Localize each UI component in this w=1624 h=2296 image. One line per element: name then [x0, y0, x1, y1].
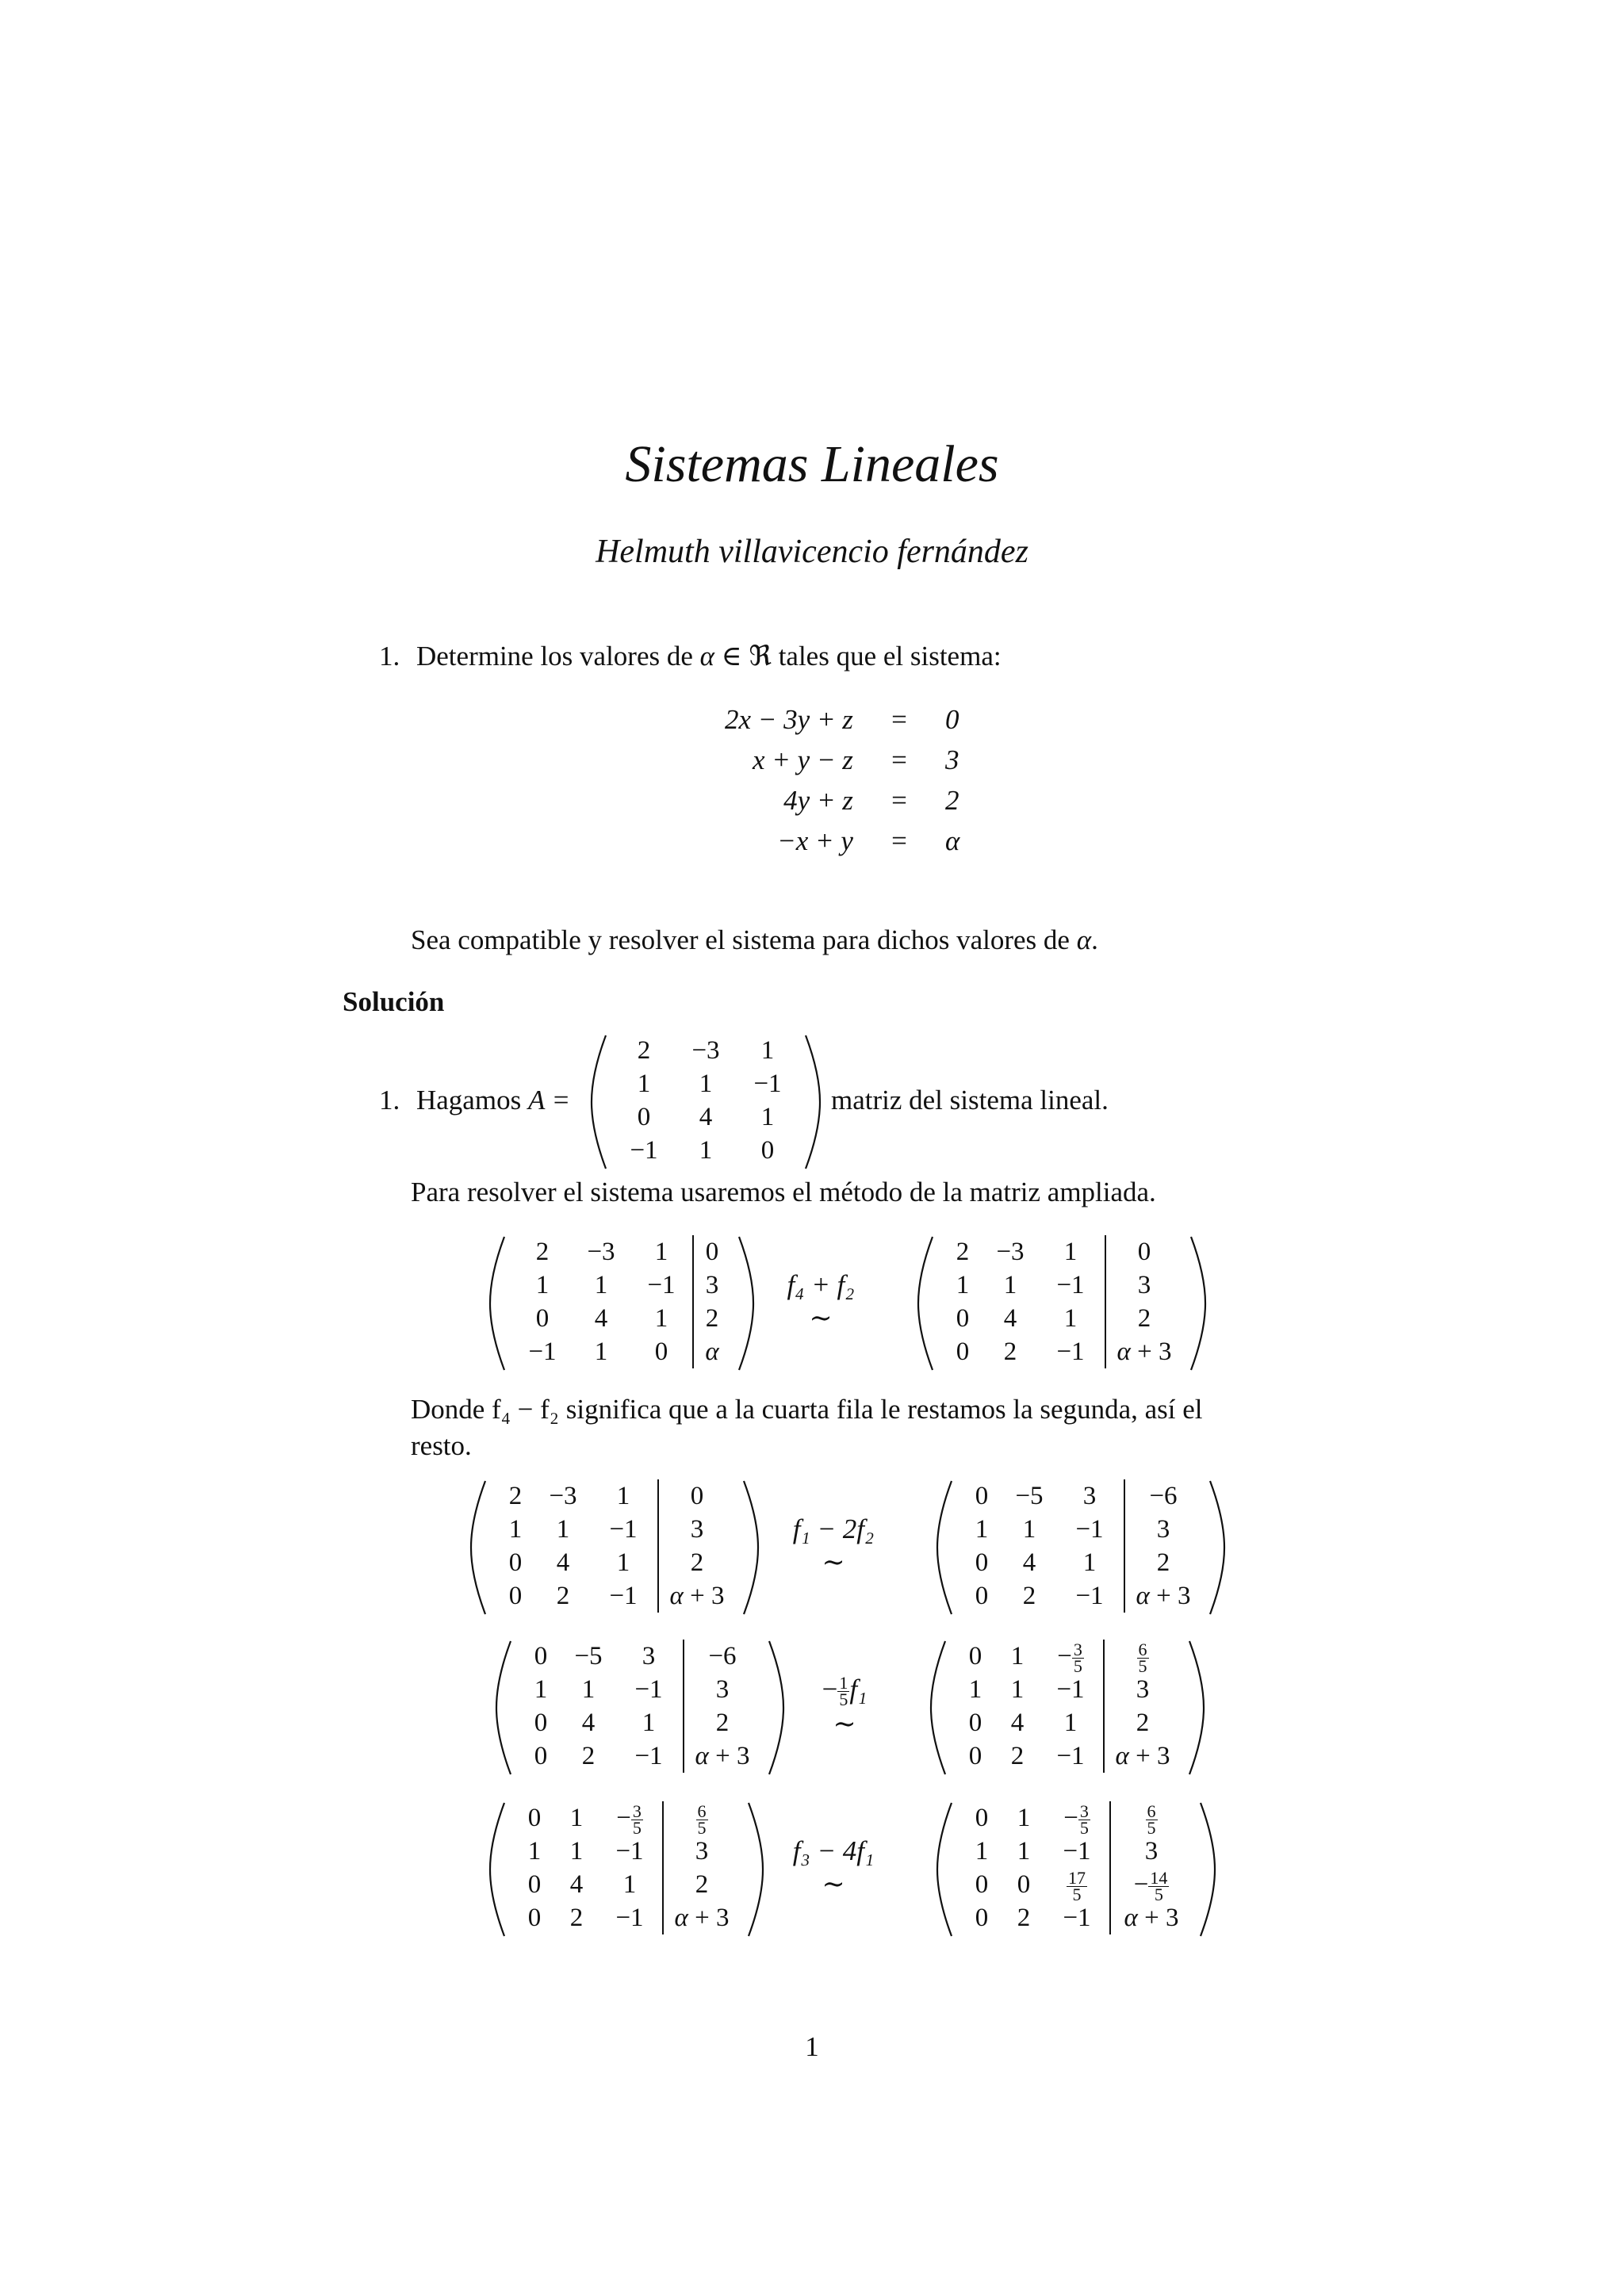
- step1-op-label: f₄ + f₂: [787, 1269, 855, 1300]
- matrix-cell: −3: [549, 1482, 577, 1510]
- right-paren: [734, 1235, 756, 1372]
- matrix-cell: −1: [1056, 1742, 1085, 1770]
- equation-row: [714, 740, 971, 780]
- matrix-cell: −1: [647, 1271, 676, 1299]
- matrix-cell: 3: [1082, 1482, 1097, 1510]
- matrix-cell: 0: [527, 1804, 542, 1832]
- matrix-cell: 1: [1010, 1675, 1025, 1704]
- matrix-cell: 2: [690, 1548, 704, 1577]
- matrix-cell: 0: [975, 1804, 989, 1832]
- right-paren: [1205, 1479, 1228, 1616]
- alpha-symbol: α: [699, 641, 715, 672]
- left-paren: [468, 1479, 490, 1616]
- matrix-cell: 1: [594, 1271, 608, 1299]
- document-author: Helmuth villavicencio fernández: [596, 534, 1028, 570]
- augment-separator: [657, 1546, 659, 1579]
- matrix-cell: 1: [699, 1070, 713, 1098]
- matrix-cell: 1: [654, 1304, 668, 1333]
- hagamos-text: Hagamos: [416, 1085, 528, 1115]
- matrix-cell: 1: [1003, 1271, 1017, 1299]
- problem-statement: [379, 641, 1002, 672]
- augment-separator: [657, 1479, 659, 1513]
- matrix-cell: 2: [956, 1238, 970, 1266]
- matrix-cell: 4: [556, 1548, 570, 1577]
- equation-equals: =: [891, 784, 907, 816]
- step3-op-minus: −: [822, 1674, 838, 1705]
- matrix-cell: 2: [1136, 1709, 1150, 1737]
- matrix-cell: $\frac{6}{5}$: [1147, 1800, 1156, 1838]
- step2-right-matrix: [934, 1479, 1228, 1616]
- matrix-cell: − $\frac{3}{5}$: [1057, 1639, 1082, 1676]
- equation-equals: =: [891, 825, 907, 856]
- solution-item: [379, 1085, 570, 1116]
- matrix-grid: [937, 1235, 1186, 1372]
- matrix-cell: 1: [556, 1515, 570, 1544]
- matrix-cell: 4: [1022, 1548, 1036, 1577]
- equation-rhs: 3: [944, 744, 959, 775]
- matrix-cell: 4: [699, 1103, 713, 1131]
- matrix-cell: −1: [634, 1742, 663, 1770]
- step3-op-fraction: [837, 1675, 849, 1708]
- step1-operation: [761, 1269, 880, 1335]
- matrix-cell: 4: [1010, 1709, 1025, 1737]
- matrix-cell: 1: [594, 1337, 608, 1366]
- matrix-cell: 1: [968, 1675, 982, 1704]
- step4-tilde: ∼: [822, 1869, 845, 1900]
- step3-op-frac-num: 1: [839, 1673, 848, 1693]
- closing-period: .: [1091, 924, 1098, 955]
- augment-separator: [1109, 1801, 1111, 1835]
- matrix-cell: 1: [535, 1271, 550, 1299]
- matrix-cell: −1: [1075, 1515, 1104, 1544]
- augment-separator: [692, 1335, 694, 1368]
- matrix-cell: 1: [975, 1515, 989, 1544]
- matrix-cell: 0: [534, 1642, 548, 1670]
- matrix-cell: 4: [581, 1709, 596, 1737]
- matrix-cell: −1: [1063, 1904, 1091, 1932]
- matrix-cell: −1: [1075, 1582, 1104, 1610]
- page-number: 1: [805, 2031, 819, 2062]
- matrix-cell: − $\frac{3}{5}$: [616, 1800, 642, 1838]
- matrix-cell: α + 3: [695, 1742, 750, 1770]
- matrix-cell: 1: [508, 1515, 523, 1544]
- matrix-cell: 1: [616, 1548, 630, 1577]
- step1-left-matrix: [487, 1235, 756, 1372]
- step2-tilde: ∼: [822, 1547, 845, 1578]
- left-paren: [934, 1801, 956, 1938]
- augment-separator: [1105, 1235, 1106, 1269]
- matrix-cell: 2: [535, 1238, 550, 1266]
- matrix-cell: 3: [642, 1642, 656, 1670]
- matrix-cell: 0: [760, 1136, 775, 1165]
- matrix-cell: 3: [1137, 1271, 1151, 1299]
- matrix-cell: 0: [654, 1337, 668, 1366]
- matrix-cell: 1: [1082, 1548, 1097, 1577]
- matrix-cell: 1: [1063, 1304, 1078, 1333]
- matrix-cell: 2: [1137, 1304, 1151, 1333]
- left-paren: [487, 1235, 509, 1372]
- augment-separator: [1124, 1546, 1125, 1579]
- matrix-cell: 3: [715, 1675, 730, 1704]
- matrix-cell: −6: [708, 1642, 737, 1670]
- equation-equals: =: [891, 703, 907, 735]
- left-paren: [928, 1640, 950, 1776]
- matrix-cell: 0: [975, 1482, 989, 1510]
- matrix-grid: [490, 1479, 739, 1616]
- augment-separator: [692, 1269, 694, 1302]
- matrix-cell: 0: [527, 1904, 542, 1932]
- matrix-cell: −3: [587, 1238, 615, 1266]
- method-text: Para resolver el sistema usaremos el método de la matriz ampliada.: [411, 1177, 1156, 1207]
- matrix-cell: 0: [690, 1482, 704, 1510]
- step3-right-matrix: [928, 1640, 1207, 1776]
- matrix-cell: 1: [1063, 1709, 1078, 1737]
- matrix-cell: −1: [753, 1070, 782, 1098]
- matrix-cell: 0: [968, 1709, 982, 1737]
- matrix-cell: 3: [705, 1271, 719, 1299]
- matrix-cell: 1: [637, 1070, 651, 1098]
- matrix-cell: 1: [1063, 1238, 1078, 1266]
- matrix-cell: 2: [581, 1742, 596, 1770]
- step1-right-matrix: [915, 1235, 1208, 1372]
- right-paren: [1186, 1235, 1208, 1372]
- matrix-cell: 0: [534, 1742, 548, 1770]
- matrix-cell: −1: [615, 1904, 644, 1932]
- equation-lhs: 4y + z: [783, 784, 853, 816]
- matrix-cell: 1: [1022, 1515, 1036, 1544]
- matrix-cell: 0: [1017, 1870, 1031, 1899]
- matrix-grid: [956, 1479, 1205, 1616]
- closing-text: Sea compatible y resolver el sistema para dichos valores de: [411, 924, 1077, 955]
- matrix-cell: 2: [556, 1582, 570, 1610]
- matrix-cell: −5: [574, 1642, 603, 1670]
- matrix-cell: 1: [1010, 1642, 1025, 1670]
- equation-rhs: α: [944, 825, 960, 856]
- solution-heading: Solución: [343, 986, 445, 1017]
- matrix-grid: [509, 1801, 744, 1938]
- matrix-cell: 0: [705, 1238, 719, 1266]
- augment-separator: [1124, 1513, 1125, 1546]
- matrix-cell: − $\frac{3}{5}$: [1063, 1800, 1089, 1838]
- right-paren: [739, 1479, 761, 1616]
- matrix-cell: 1: [956, 1271, 970, 1299]
- matrix-cell: 4: [1003, 1304, 1017, 1333]
- matrix-cell: −1: [1056, 1337, 1085, 1366]
- problem-text-before: Determine los valores de: [416, 641, 700, 672]
- step3-operation: [798, 1673, 891, 1741]
- matrix-cell: 2: [715, 1709, 730, 1737]
- step4-right-matrix: [934, 1801, 1218, 1938]
- augment-separator: [662, 1901, 664, 1934]
- matrix-cell: 1: [581, 1675, 596, 1704]
- matrix-cell: −1: [1056, 1271, 1085, 1299]
- solution-item-number: 1.: [379, 1085, 400, 1115]
- matrix-cell: −1: [615, 1837, 644, 1866]
- matrix-cell: α + 3: [669, 1582, 725, 1610]
- matrix-cell: 0: [535, 1304, 550, 1333]
- matrix-grid: [956, 1801, 1196, 1938]
- matrix-cell: −1: [1063, 1837, 1091, 1866]
- left-paren: [588, 1034, 611, 1170]
- matrix-cell: 0: [975, 1904, 989, 1932]
- matrix-grid: [611, 1034, 801, 1170]
- matrix-cell: −3: [996, 1238, 1025, 1266]
- matrix-cell: α + 3: [1124, 1904, 1179, 1932]
- donde-line-1: Donde f₄ − f₂ significa que a la cuarta fila le restamos la segunda, así el: [411, 1394, 1203, 1425]
- matrix-cell: 1: [534, 1675, 548, 1704]
- matrix-cell: 2: [705, 1304, 719, 1333]
- matrix-cell: −6: [1149, 1482, 1178, 1510]
- step3-op-frac-den: 5: [839, 1689, 848, 1710]
- matrix-cell: 2: [569, 1904, 584, 1932]
- matrix-cell: 3: [695, 1837, 709, 1866]
- matrix-cell: α + 3: [674, 1904, 730, 1932]
- equation-system: [714, 699, 971, 861]
- matrix-cell: 3: [1144, 1837, 1159, 1866]
- problem-number: 1.: [379, 641, 400, 672]
- matrix-cell: 0: [975, 1870, 989, 1899]
- matrix-cell: 0: [534, 1709, 548, 1737]
- matrix-cell: 1: [654, 1238, 668, 1266]
- step1-tilde: ∼: [809, 1303, 833, 1334]
- right-paren: [764, 1640, 787, 1776]
- augment-separator: [683, 1739, 684, 1773]
- matrix-cell: $\frac{6}{5}$: [697, 1800, 707, 1838]
- matrix-grid: [950, 1640, 1185, 1776]
- matrix-cell: −1: [634, 1675, 663, 1704]
- matrix-cell: 2: [1156, 1548, 1170, 1577]
- augment-separator: [662, 1835, 664, 1868]
- matrix-grid: [515, 1640, 764, 1776]
- augment-separator: [683, 1640, 684, 1673]
- left-paren: [915, 1235, 937, 1372]
- matrix-cell: 1: [527, 1837, 542, 1866]
- matrix-A: [588, 1034, 823, 1170]
- closing-statement: [411, 924, 1098, 956]
- matrix-cell: 0: [508, 1582, 523, 1610]
- equation-lhs: 2x − 3y + z: [725, 703, 853, 735]
- matrix-cell: α + 3: [1115, 1742, 1170, 1770]
- augment-separator: [657, 1513, 659, 1546]
- matrix-cell: 1: [699, 1136, 713, 1165]
- matrix-cell: 2: [637, 1036, 651, 1065]
- right-paren: [801, 1034, 823, 1170]
- donde-line-2: resto.: [411, 1430, 472, 1461]
- matrix-cell: −1: [528, 1337, 557, 1366]
- matrix-cell: 2: [695, 1870, 709, 1899]
- augment-separator: [657, 1579, 659, 1613]
- equation-row: [714, 780, 971, 821]
- step3-op-f: f₁: [849, 1674, 868, 1705]
- matrix-cell: 2: [1010, 1742, 1025, 1770]
- matrix-cell: 1: [760, 1036, 775, 1065]
- augment-separator: [1103, 1673, 1105, 1706]
- augment-separator: [1124, 1479, 1125, 1513]
- matrix-cell: 4: [594, 1304, 608, 1333]
- matrix-cell: 3: [1156, 1515, 1170, 1544]
- in-reals-symbol: ∈ ℜ: [714, 641, 772, 672]
- matrix-cell: 1: [642, 1709, 656, 1737]
- matrix-cell: −5: [1015, 1482, 1044, 1510]
- matrix-cell: −1: [630, 1136, 658, 1165]
- matrix-cell: 1: [760, 1103, 775, 1131]
- augment-separator: [1109, 1901, 1111, 1934]
- matrix-cell: $\frac{6}{5}$: [1138, 1639, 1147, 1676]
- equation-lhs: x + y − z: [753, 744, 853, 775]
- matrix-cell: 2: [1017, 1904, 1031, 1932]
- matrix-cell: 1: [975, 1837, 989, 1866]
- closing-alpha: α: [1076, 924, 1092, 955]
- augment-separator: [1105, 1302, 1106, 1335]
- augment-separator: [683, 1673, 684, 1706]
- matrix-cell: −1: [1056, 1675, 1085, 1704]
- augment-separator: [1103, 1739, 1105, 1773]
- matrix-cell: α + 3: [1136, 1582, 1191, 1610]
- augment-separator: [1105, 1269, 1106, 1302]
- left-paren: [487, 1801, 509, 1938]
- augment-separator: [1105, 1335, 1106, 1368]
- augment-separator: [1109, 1868, 1111, 1901]
- step2-op-label: f₁ − 2f₂: [792, 1513, 875, 1544]
- step3-op-label: [798, 1673, 891, 1708]
- augment-separator: [662, 1801, 664, 1835]
- matrix-cell: 2: [508, 1482, 523, 1510]
- matrix-cell: 0: [968, 1742, 982, 1770]
- matrix-cell: 1: [616, 1482, 630, 1510]
- matrix-cell: 1: [1017, 1804, 1031, 1832]
- matrix-cell: 0: [637, 1103, 651, 1131]
- equation-lhs: −x + y: [777, 825, 853, 856]
- matrix-cell: −1: [609, 1582, 638, 1610]
- equation-row: [714, 699, 971, 740]
- matrix-cell: 1: [622, 1870, 637, 1899]
- augment-separator: [1109, 1835, 1111, 1868]
- augment-separator: [692, 1302, 694, 1335]
- matrix-cell: 2: [1022, 1582, 1036, 1610]
- equation-row: [714, 821, 971, 861]
- matrix-cell: 0: [956, 1337, 970, 1366]
- augment-separator: [1103, 1640, 1105, 1673]
- document-title: Sistemas Lineales: [625, 435, 999, 493]
- step4-left-matrix: [487, 1801, 766, 1938]
- matrix-cell: $\frac{17}{5}$: [1068, 1867, 1086, 1904]
- equation-equals: =: [891, 744, 907, 775]
- matrix-cell: 3: [690, 1515, 704, 1544]
- matrix-cell: 2: [1003, 1337, 1017, 1366]
- step4-op-label: f₃ − 4f₁: [792, 1835, 875, 1866]
- left-paren: [493, 1640, 515, 1776]
- matrix-cell: −3: [691, 1036, 720, 1065]
- matrix-cell: 0: [1137, 1238, 1151, 1266]
- matrix-A-label: A =: [527, 1085, 571, 1115]
- matrix-cell: 0: [956, 1304, 970, 1333]
- matrix-cell: −1: [609, 1515, 638, 1544]
- matrix-cell: − $\frac{14}{5}$: [1133, 1867, 1168, 1904]
- right-paren: [1196, 1801, 1218, 1938]
- matrix-cell: 0: [527, 1870, 542, 1899]
- matrix-cell: 4: [569, 1870, 584, 1899]
- matrix-cell: α: [705, 1337, 719, 1366]
- augment-separator: [692, 1235, 694, 1269]
- right-paren: [744, 1801, 766, 1938]
- equation-rhs: 2: [944, 784, 959, 816]
- matrix-cell: 1: [1017, 1837, 1031, 1866]
- step2-operation: [774, 1513, 893, 1579]
- augment-separator: [1124, 1579, 1125, 1613]
- step2-left-matrix: [468, 1479, 761, 1616]
- matrix-grid: [509, 1235, 734, 1372]
- matrix-cell: 1: [569, 1804, 584, 1832]
- step3-left-matrix: [493, 1640, 787, 1776]
- left-paren: [934, 1479, 956, 1616]
- matrix-cell: 0: [508, 1548, 523, 1577]
- matrix-cell: α + 3: [1116, 1337, 1172, 1366]
- problem-text-after: tales que el sistema:: [771, 641, 1002, 672]
- step4-operation: [774, 1835, 893, 1901]
- matrix-description: matriz del sistema lineal.: [831, 1085, 1109, 1115]
- augment-separator: [1103, 1706, 1105, 1739]
- matrix-cell: 1: [569, 1837, 584, 1866]
- matrix-cell: 0: [975, 1582, 989, 1610]
- right-paren: [1185, 1640, 1207, 1776]
- augment-separator: [683, 1706, 684, 1739]
- augment-separator: [662, 1868, 664, 1901]
- equation-rhs: 0: [944, 703, 959, 735]
- matrix-cell: 3: [1136, 1675, 1150, 1704]
- matrix-cell: 0: [968, 1642, 982, 1670]
- matrix-cell: 0: [975, 1548, 989, 1577]
- step3-tilde: ∼: [833, 1709, 856, 1740]
